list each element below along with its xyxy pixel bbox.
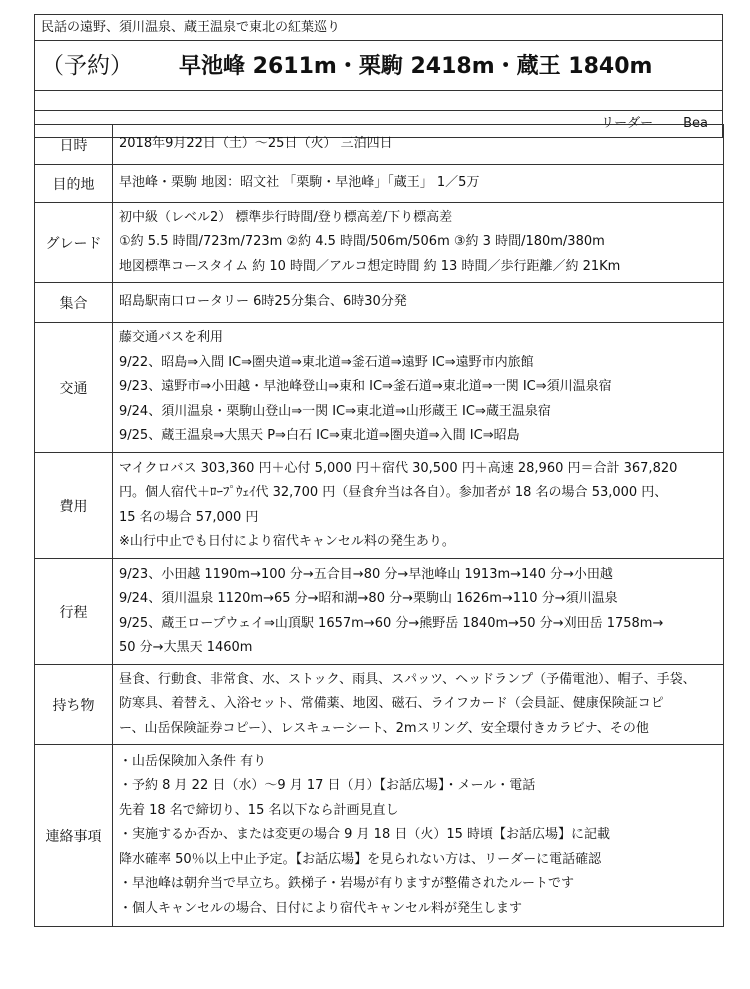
content-line: 防寒具、着替え、入浴セット、常備薬、地図、磁石、ライフカード（会員証、健康保険証コピ [119, 696, 664, 712]
label-datetime: 日時 [35, 125, 113, 165]
content-grade [113, 203, 724, 283]
row-itinerary [35, 559, 724, 665]
content-line: 15 名の場合 57,000 円 [119, 509, 259, 525]
content-line: 9/23、遠野市⇒小田越・早池峰登山⇒東和 IC⇒釜石道⇒東北道⇒一関 IC⇒須川温泉宿 [119, 379, 612, 395]
row-meeting [35, 283, 724, 323]
content-line: ・山岳保険加入条件 有り [119, 753, 267, 769]
content-line: ・予約 8 月 22 日（水）～9 月 17 日（月）【お話広場】・メール・電話 [119, 778, 536, 794]
content-meeting [113, 283, 724, 323]
header-box [34, 14, 723, 138]
content-line: 円。個人宿代＋ﾛｰﾌﾟｳｪｲ代 32,700 円（昼食弁当は各自）。参加者が 18 名の場合 53,000 円、 [119, 485, 668, 500]
trip-subtitle: 民話の遠野、須川温泉、蔵王温泉で東北の紅葉巡り [35, 15, 722, 41]
content-notices [113, 745, 724, 927]
title-prefix: （予約） [41, 53, 133, 79]
row-cost [35, 453, 724, 559]
label-notices: 連絡事項 [35, 745, 113, 927]
label-meeting: 集合 [35, 283, 113, 323]
content-line: 早池峰・栗駒 地図：昭文社 「栗駒・早池峰」「蔵王」 1／5万 [119, 175, 480, 191]
content-datetime [113, 125, 724, 165]
label-transport: 交通 [35, 323, 113, 453]
content-line: 50 分→大黒天 1460m [119, 640, 253, 655]
content-line: 9/22、昭島⇒入間 IC⇒圏央道⇒東北道⇒釜石道⇒遠野 IC⇒遠野市内旅館 [119, 354, 534, 370]
content-itinerary [113, 559, 724, 665]
content-line: 9/25、蔵王温泉⇒大黒天 P⇒白石 IC⇒東北道⇒圏央道⇒入間 IC⇒昭島 [119, 428, 520, 444]
label-cost: 費用 [35, 453, 113, 559]
label-grade: グレード [35, 203, 113, 283]
label-belongings: 持ち物 [35, 665, 113, 745]
row-datetime [35, 125, 724, 165]
label-itinerary: 行程 [35, 559, 113, 665]
content-cost [113, 453, 724, 559]
row-notices [35, 745, 724, 927]
header-blank-row [35, 91, 722, 111]
label-destination: 目的地 [35, 165, 113, 203]
content-line: 9/23、小田越 1190m→100 分→五合目→80 分→早池峰山 1913m→140 分→小田越 [119, 566, 613, 582]
content-line: ①約 5.5 時間/723m/723m ②約 4.5 時間/506m/506m ③約 3 時間/180m/380m [119, 234, 605, 250]
title-peaks: 早池峰 2611m・栗駒 2418m・蔵王 1840m [179, 54, 653, 79]
content-line: ・実施するか否か、または変更の場合 9 月 18 日（火）15 時頃【お話広場】に記載 [119, 827, 611, 843]
row-destination [35, 165, 724, 203]
trip-title [35, 41, 722, 91]
leader-label: リーダー [601, 116, 654, 131]
row-belongings [35, 665, 724, 745]
content-transport [113, 323, 724, 453]
content-line: 昭島駅南口ロータリー 6時25分集合、6時30分発 [119, 294, 407, 310]
content-line: 藤交通バスを利用 [119, 330, 224, 346]
content-line: 地図標準コースタイム 約 10 時間／アルコ想定時間 約 13 時間／歩行距離／約 21Km [119, 258, 621, 274]
content-destination [113, 165, 724, 203]
content-line: 9/25、蔵王ロープウェイ⇒山頂駅 1657m→60 分→熊野岳 1840m→50 分→刈田岳 1758m→ [119, 615, 664, 631]
content-line: 9/24、須川温泉・栗駒山登山⇒一関 IC⇒東北道⇒山形蔵王 IC⇒蔵王温泉宿 [119, 403, 551, 419]
row-grade [35, 203, 724, 283]
trip-details-table [34, 124, 724, 927]
content-line: ※山行中止でも日付により宿代キャンセル料の発生あり。 [119, 534, 455, 549]
content-line: ・個人キャンセルの場合、日付により宿代キャンセル料が発生します [119, 900, 523, 916]
content-line: マイクロバス 303,360 円＋心付 5,000 円＋宿代 30,500 円＋高速 28,960 円＝合計 367,820 [119, 460, 678, 476]
row-transport [35, 323, 724, 453]
content-line: 先着 18 名で締切り、15 名以下なら計画見直し [119, 802, 399, 818]
content-line: ・早池峰は朝弁当で早立ち。鉄梯子・岩場が有りますが整備されたルートです [119, 876, 575, 892]
content-line: 2018年9月22日（土）～25日（火） 三泊四日 [119, 136, 393, 152]
content-belongings [113, 665, 724, 745]
leader-name: Bea [683, 116, 708, 131]
content-line: 初中級（レベル2） 標準歩行時間/登り標高差/下り標高差 [119, 209, 453, 225]
content-line: 昼食、行動食、非常食、水、ストック、雨具、スパッツ、ヘッドランプ（予備電池）、帽子、手袋、 [119, 671, 696, 687]
content-line: 降水確率 50％以上中止予定。【お話広場】を見られない方は、リーダーに電話確認 [119, 851, 602, 867]
content-line: 9/24、須川温泉 1120m→65 分→昭和湖→80 分→栗駒山 1626m→110 分→須川温泉 [119, 591, 618, 606]
content-line: ー、山岳保険証券コピー）、レスキューシート、2mスリング、安全環付きカラビナ、その他 [119, 720, 649, 736]
